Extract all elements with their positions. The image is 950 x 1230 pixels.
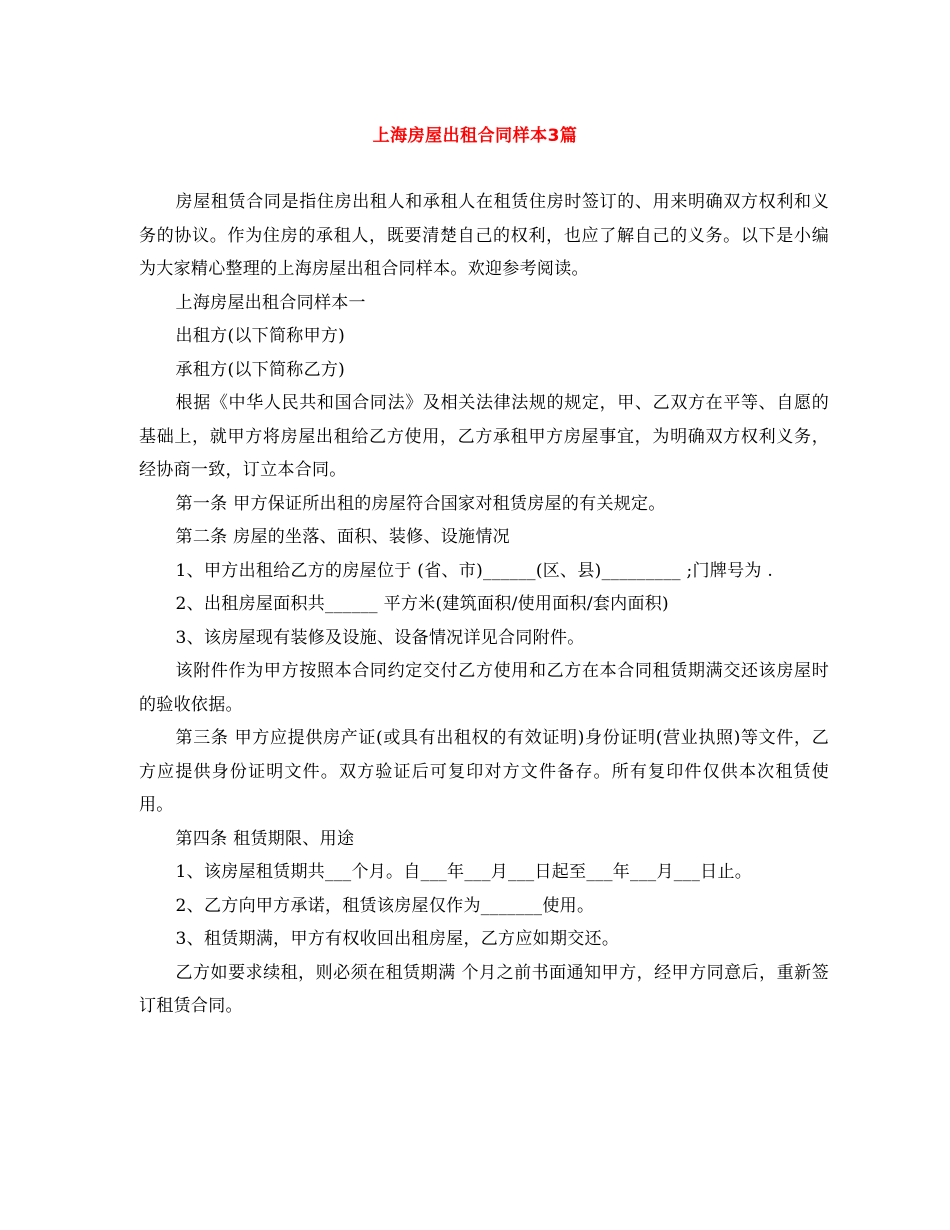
paragraph-article-1: 第一条 甲方保证所出租的房屋符合国家对租赁房屋的有关规定。: [175, 493, 666, 514]
paragraph-article-2-item-2: 2、出租房屋面积共______ 平方米(建筑面积/使用面积/套内面积): [175, 594, 669, 614]
paragraph-article-2-item-3: 3、该房屋现有装修及设施、设备情况详见合同附件。: [175, 627, 585, 648]
document-title: 上海房屋出租合同样本3篇: [372, 126, 578, 146]
paragraph-article-2-heading: 第二条 房屋的坐落、面积、装修、设施情况: [175, 527, 510, 547]
paragraph-sample-heading: 上海房屋出租合同样本一: [175, 292, 366, 313]
paragraph-article-3: 第三条 甲方应提供房产证(或具有出租权的有效证明)身份证明(营业执照)等文件，乙方应提供身份证明文件。双方验证后可复印对方文件备存。所有复印件仅供本次租赁使用。: [139, 728, 829, 815]
paragraph-article-2-item-1: 1、甲方出租给乙方的房屋位于 (省、市)______(区、县)_________ ;门牌号为 .: [175, 560, 774, 581]
paragraph-intro: 房屋租赁合同是指住房出租人和承租人在租赁住房时签订的、用来明确双方权利和义务的协议。作为住房的承租人，既要清楚自己的权利，也应了解自己的义务。以下是小编为大家精心整理的上海房屋出租合同样本。欢迎参考阅读。: [139, 192, 829, 279]
paragraph-article-4-item-1: 1、该房屋租赁期共___个月。自___年___月___日起至___年___月___日止。: [175, 862, 753, 882]
paragraph-renewal: 乙方如要求续租，则必须在租赁期满 个月之前书面通知甲方，经甲方同意后，重新签订租赁合同。: [139, 962, 829, 1016]
paragraph-article-4-item-2: 2、乙方向甲方承诺，租赁该房屋仅作为_______使用。: [175, 895, 595, 916]
paragraph-lessor: 出租方(以下简称甲方): [175, 326, 346, 346]
paragraph-article-4-item-3: 3、租赁期满，甲方有权收回出租房屋，乙方应如期交还。: [175, 929, 620, 949]
paragraph-attachment-note: 该附件作为甲方按照本合同约定交付乙方使用和乙方在本合同租赁期满交还该房屋时的验收依据。: [139, 661, 829, 715]
paragraph-lessee: 承租方(以下简称乙方): [175, 359, 346, 380]
document-body: [139, 186, 829, 1024]
paragraph-preamble: 根据《中华人民共和国合同法》及相关法律法规的规定，甲、乙双方在平等、自愿的基础上，就甲方将房屋出租给乙方使用，乙方承租甲方房屋事宜，为明确双方权利义务，经协商一致，订立本合同。: [139, 393, 829, 480]
paragraph-article-4-heading: 第四条 租赁期限、用途: [175, 828, 355, 849]
